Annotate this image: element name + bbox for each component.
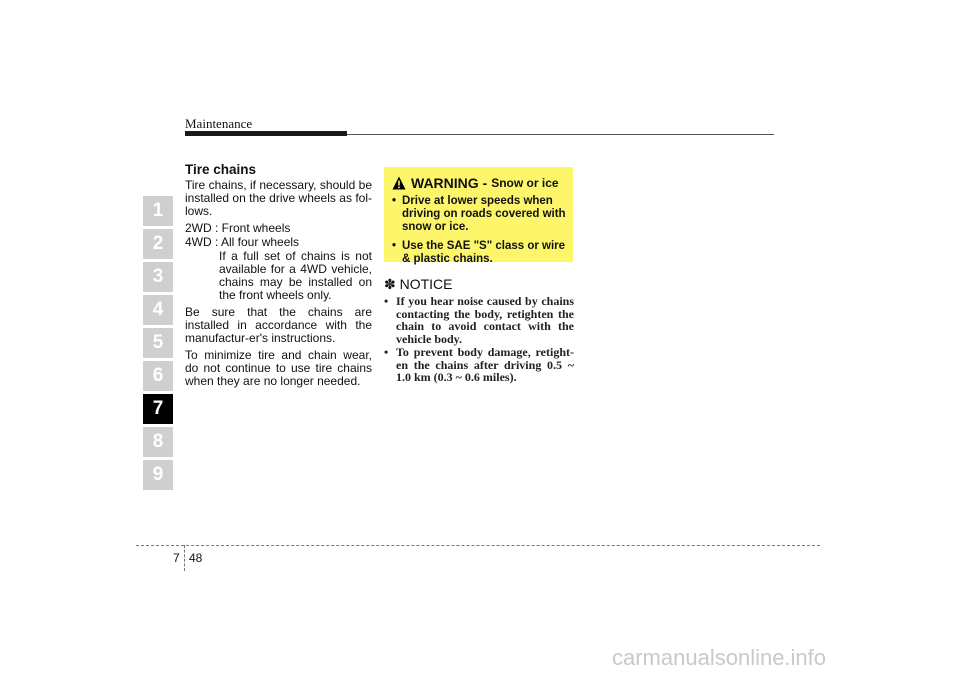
warning-icon: [392, 176, 406, 190]
footer-page-number: 48: [189, 551, 203, 565]
warning-box: [384, 167, 573, 265]
chapter-tab-5[interactable]: 5: [143, 328, 173, 358]
notice-box: [384, 276, 574, 385]
paragraph-installation: Be sure that the chains are installed in accordance with the manufactur-er's instructions.: [185, 305, 372, 345]
chapter-tab-7[interactable]: 7: [143, 394, 173, 424]
watermark: carmanualsonline.info: [612, 645, 827, 670]
notice-item: • If you hear noise caused by chains contacting the body, retighten the chain to avoid contact with the vehicle body.: [384, 295, 574, 345]
chapter-tab-6[interactable]: 6: [143, 361, 173, 391]
paragraph-intro: Tire chains, if necessary, should be installed on the drive wheels as fol-lows.: [185, 178, 372, 218]
chapter-tab-4[interactable]: 4: [143, 295, 173, 325]
warning-subtitle: Snow or ice: [491, 176, 559, 190]
section-heading: Tire chains: [185, 162, 257, 177]
chapter-tab-2[interactable]: 2: [143, 229, 173, 259]
paragraph-2wd: 2WD : Front wheels: [185, 221, 291, 235]
paragraph-4wd: 4WD : All four wheels: [185, 235, 300, 249]
notice-list: [384, 295, 574, 384]
chapter-tabs: [143, 196, 173, 493]
footer-rule: [136, 545, 820, 546]
warning-title: WARNING -: [411, 175, 488, 191]
paragraph-4wd-note: If a full set of chains is not available for a 4WD vehicle, chains may be installed on the front wheels only.: [219, 249, 372, 302]
chapter-tab-3[interactable]: 3: [143, 262, 173, 292]
paragraph-wear: To minimize tire and chain wear, do not continue to use tire chains when they are no longer needed.: [185, 348, 372, 388]
chapter-tab-9[interactable]: 9: [143, 460, 173, 490]
tire-chains-section: [185, 163, 372, 392]
chapter-tab-1[interactable]: 1: [143, 196, 173, 226]
warning-item: • Drive at lower speeds when driving on roads covered with snow or ice.: [392, 195, 567, 234]
notice-item: • To prevent body damage, retight-en the chains after driving 0.5 ~ 1.0 km (0.3 ~ 0.6 miles).: [384, 346, 574, 384]
footer-chapter: 7: [173, 551, 180, 565]
warning-header: [392, 175, 567, 191]
header-rule-accent: [185, 131, 347, 136]
footer-divider: [184, 545, 185, 571]
notice-title: ✽ NOTICE: [384, 276, 453, 292]
chapter-tab-8[interactable]: 8: [143, 427, 173, 457]
warning-item: • Use the SAE "S" class or wire & plastic chains.: [392, 240, 567, 266]
warning-list: [392, 195, 567, 266]
header-title: Maintenance: [185, 116, 253, 131]
